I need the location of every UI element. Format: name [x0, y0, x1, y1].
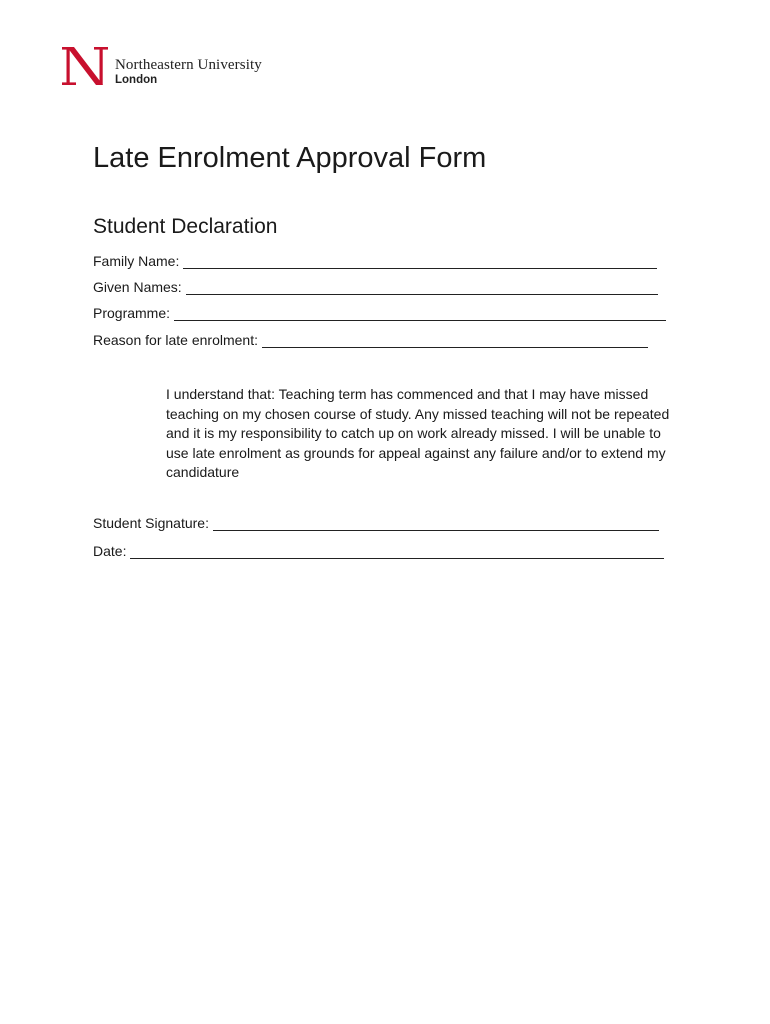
programme-label: Programme:: [93, 305, 171, 321]
date-input-line[interactable]: [130, 543, 664, 559]
programme-input-line[interactable]: [174, 305, 666, 321]
date-field[interactable]: [93, 543, 664, 559]
family-name-label: Family Name:: [93, 253, 180, 269]
section-title: Student Declaration: [93, 215, 278, 238]
family-name-field[interactable]: [93, 253, 657, 269]
page-title: Late Enrolment Approval Form: [93, 142, 487, 174]
programme-field[interactable]: [93, 305, 666, 321]
signature-field[interactable]: [93, 515, 659, 531]
given-names-input-line[interactable]: [186, 279, 658, 295]
signature-label: Student Signature:: [93, 515, 209, 531]
declaration-text: I understand that: Teaching term has commenced and that I may have missed teaching on my chosen course of study. Any missed teaching will not be repeated and it is my responsibility to catch up on work already missed. I will be unable to use late enrolment as grounds for appeal against any failure and/or to extend my candidature: [166, 386, 670, 480]
date-label: Date:: [93, 543, 127, 559]
logo-city: London: [115, 74, 158, 86]
logo-university-name: Northeastern University: [115, 57, 262, 73]
reason-input-line[interactable]: [262, 332, 648, 348]
reason-field[interactable]: [93, 332, 648, 348]
reason-label: Reason for late enrolment:: [93, 332, 258, 348]
signature-input-line[interactable]: [213, 515, 659, 531]
given-names-label: Given Names:: [93, 279, 182, 295]
university-logo: [60, 44, 300, 90]
family-name-input-line[interactable]: [183, 253, 657, 269]
given-names-field[interactable]: [93, 279, 658, 295]
northeastern-n-logo-icon: [60, 44, 110, 88]
